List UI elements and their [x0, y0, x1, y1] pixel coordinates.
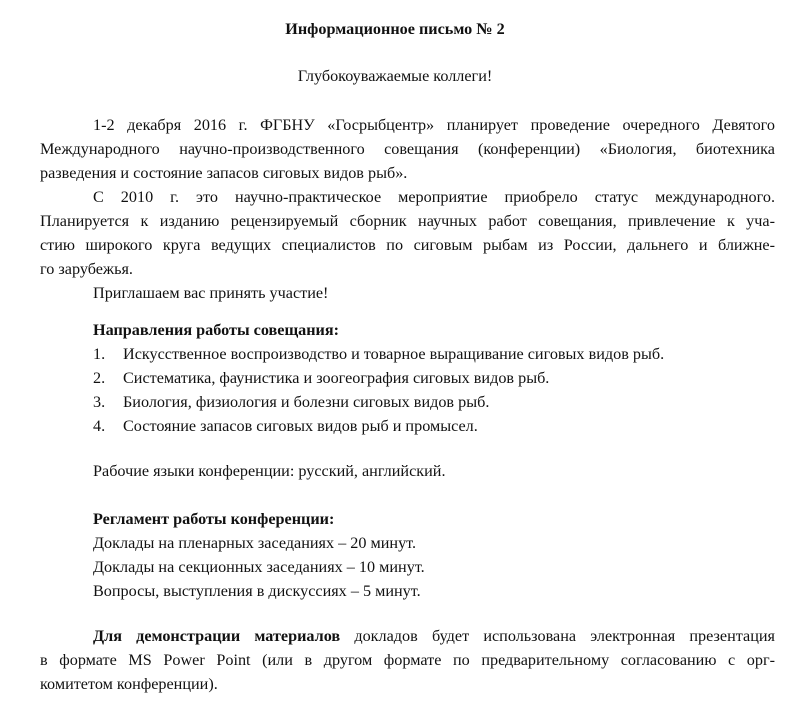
- demo-bold-phrase: Для демонстрации материалов: [93, 627, 341, 645]
- reglament-line: Вопросы, выступления в дискуссиях – 5 минут.: [93, 582, 421, 600]
- item-number: 2.: [93, 369, 106, 387]
- item-text: Искусственное воспроизводство и товарное выращивание сиговых видов рыб.: [123, 345, 665, 363]
- invitation: Приглашаем вас принять участие!: [93, 284, 329, 302]
- item-number: 1.: [93, 345, 106, 363]
- direction-item: [93, 416, 478, 436]
- direction-item: [93, 392, 489, 412]
- reglament-line: Доклады на пленарных заседаниях – 20 минут.: [93, 534, 417, 552]
- item-text: Систематика, фаунистика и зоогеография сиговых видов рыб.: [123, 369, 550, 387]
- para2-line: стию широкого круга ведущих специалистов по сиговым рыбам из России, дальнего и ближне-: [40, 236, 775, 254]
- demo-line: комитетом конференции).: [40, 675, 218, 693]
- para1-line: разведения и состояние запасов сиговых видов рыб».: [40, 164, 408, 182]
- item-text: Состояние запасов сиговых видов рыб и промысел.: [123, 417, 478, 435]
- direction-item: [93, 368, 549, 388]
- greeting: Глубокоуважаемые коллеги!: [297, 67, 493, 85]
- item-number: 3.: [93, 393, 106, 411]
- para2-line: го зарубежья.: [40, 260, 133, 278]
- demo-line-rest: докладов будет использована электронная презентация: [340, 627, 775, 645]
- reglament-heading: Регламент работы конференции:: [93, 510, 335, 528]
- direction-item: [93, 344, 664, 364]
- item-number: 4.: [93, 417, 106, 435]
- para1-line: Международного научно-производственного совещания (конференции) «Биология, биотехника: [40, 140, 775, 158]
- para2-line: С 2010 г. это научно-практическое мероприятие приобрело статус международного.: [93, 188, 775, 206]
- languages-line: Рабочие языки конференции: русский, английский.: [93, 462, 446, 480]
- demo-line: [93, 626, 775, 646]
- reglament-line: Доклады на секционных заседаниях – 10 минут.: [93, 558, 425, 576]
- letter-title: Информационное письмо № 2: [285, 20, 505, 38]
- para1-line: 1-2 декабря 2016 г. ФГБНУ «Госрыбцентр» планирует проведение очередного Девятого: [93, 116, 775, 134]
- demo-line: в формате MS Power Point (или в другом формате по предварительному согласованию с орг-: [40, 651, 775, 669]
- item-text: Биология, физиология и болезни сиговых видов рыб.: [123, 393, 490, 411]
- para2-line: Планируется к изданию рецензируемый сборник научных работ совещания, привлечение к уча-: [40, 212, 775, 230]
- directions-heading: Направления работы совещания:: [93, 321, 340, 339]
